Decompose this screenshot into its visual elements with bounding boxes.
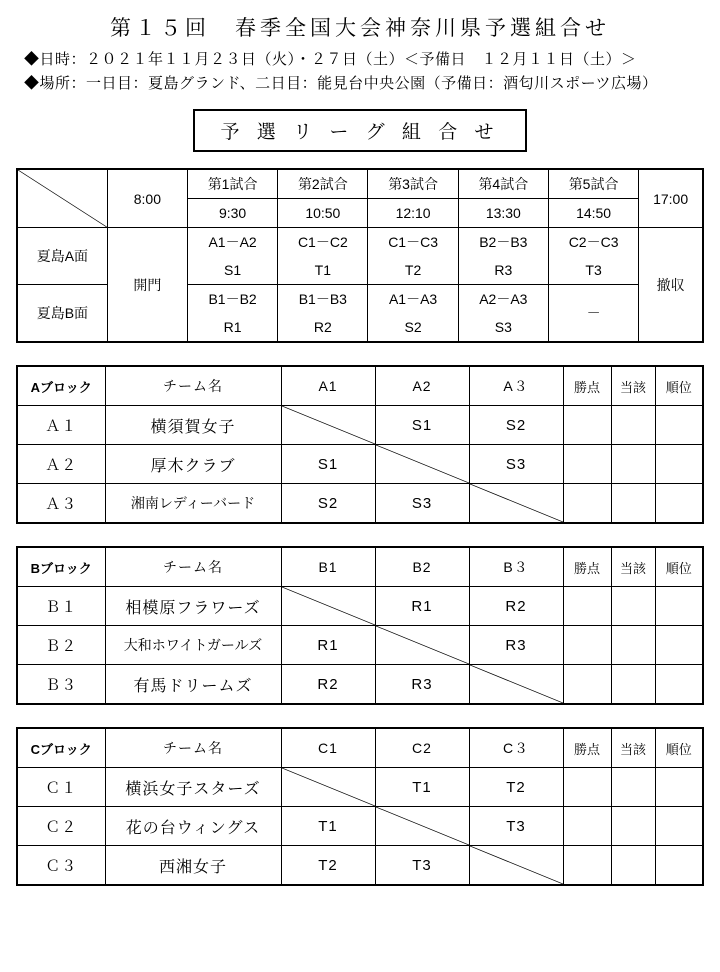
block-b-cell-3-3 [469,665,563,705]
block-b-tiebreak-1 [611,587,655,626]
schedule-open-label: 開門 [107,228,187,343]
block-a-rank-3 [655,484,703,524]
block-c-header-row [17,728,703,768]
schedule-a-ref-2: T1 [278,256,368,285]
block-a-cell-3-2: S3 [375,484,469,524]
block-a-row-2-code: Ａ２ [17,445,105,484]
table-row [17,665,703,705]
block-b-tiebreak-3 [611,665,655,705]
block-a-cell-1-1 [281,406,375,445]
spacer-2 [16,524,704,546]
schedule-a-ref-1: S1 [187,256,277,285]
block-b-row-2-team: 大和ホワイトガールズ [105,626,281,665]
schedule-match-time-3: 12:10 [368,199,458,228]
schedule-b-ref-2: R2 [278,313,368,342]
block-a-points-2 [563,445,611,484]
schedule-a-match-5: C2－C3 [548,228,638,257]
block-b-cell-1-2: R1 [375,587,469,626]
schedule-a-ref-4: R3 [458,256,548,285]
block-b-result-header-1: 勝点 [563,547,611,587]
block-c-tiebreak-1 [611,768,655,807]
block-b-rank-3 [655,665,703,705]
block-b-cell-2-3: R3 [469,626,563,665]
block-a-cell-3-1: S2 [281,484,375,524]
block-c-col-header-2: C2 [375,728,469,768]
schedule-close-label: 撤収 [639,228,703,343]
schedule-row-field-a-match [17,228,703,257]
block-b-col-header-1: B1 [281,547,375,587]
block-a-cell-2-3: S3 [469,445,563,484]
schedule-a-match-2: C1－C2 [278,228,368,257]
schedule-match-time-1: 9:30 [187,199,277,228]
block-a-result-header-1: 勝点 [563,366,611,406]
block-c-points-2 [563,807,611,846]
block-a-result-header-2: 当該 [611,366,655,406]
block-a-cell-2-1: S1 [281,445,375,484]
schedule-b-match-5: － [548,285,638,343]
block-b-rank-1 [655,587,703,626]
block-a-cell-1-3: S2 [469,406,563,445]
schedule-match-header-2: 第2試合 [278,169,368,199]
block-b-row-1-team: 相模原フラワーズ [105,587,281,626]
schedule-match-header-5: 第5試合 [548,169,638,199]
block-c-result-header-2: 当該 [611,728,655,768]
block-c-team-header: チーム名 [105,728,281,768]
block-a-points-1 [563,406,611,445]
block-c-cell-1-1 [281,768,375,807]
schedule-a-ref-3: T2 [368,256,458,285]
block-b-tiebreak-2 [611,626,655,665]
block-c-points-3 [563,846,611,886]
block-a-col-header-3: A３ [469,366,563,406]
schedule-match-header-4: 第4試合 [458,169,548,199]
schedule-a-match-3: C1－C3 [368,228,458,257]
schedule-b-match-2: B1－B3 [278,285,368,314]
block-a-tiebreak-2 [611,445,655,484]
schedule-a-ref-5: T3 [548,256,638,285]
block-c-row-1-code: Ｃ１ [17,768,105,807]
block-c-row-2-code: Ｃ２ [17,807,105,846]
block-c-tiebreak-2 [611,807,655,846]
block-b-result-header-2: 当該 [611,547,655,587]
block-c-cell-1-3: T2 [469,768,563,807]
block-c-cell-2-3: T3 [469,807,563,846]
block-b-team-header: チーム名 [105,547,281,587]
table-row [17,484,703,524]
block-a-result-header-3: 順位 [655,366,703,406]
block-b-cell-2-1: R1 [281,626,375,665]
block-b-row-1-code: Ｂ１ [17,587,105,626]
block-a-tiebreak-1 [611,406,655,445]
block-a-row-1-code: Ａ１ [17,406,105,445]
spacer-3 [16,705,704,727]
block-a-row-1-team: 横須賀女子 [105,406,281,445]
table-row [17,587,703,626]
block-a-header-row [17,366,703,406]
schedule-b-ref-4: S3 [458,313,548,342]
block-a-tiebreak-3 [611,484,655,524]
block-b-cell-3-1: R2 [281,665,375,705]
block-c-cell-2-1: T1 [281,807,375,846]
block-b-header-row [17,547,703,587]
block-a-row-2-team: 厚木クラブ [105,445,281,484]
block-c-row-3-team: 西湘女子 [105,846,281,886]
schedule-close-time: 17:00 [639,169,703,228]
schedule-field-a-label: 夏島A面 [17,228,107,285]
block-a-rank-2 [655,445,703,484]
table-row [17,807,703,846]
block-b-name: Bブロック [17,547,105,587]
block-b-points-3 [563,665,611,705]
block-b-points-2 [563,626,611,665]
block-table-c [16,727,704,886]
block-c-col-header-1: C1 [281,728,375,768]
block-c-points-1 [563,768,611,807]
spacer-1 [16,343,704,365]
block-table-a [16,365,704,524]
block-c-name: Cブロック [17,728,105,768]
block-c-result-header-1: 勝点 [563,728,611,768]
block-b-cell-1-3: R2 [469,587,563,626]
block-b-cell-2-2 [375,626,469,665]
table-row [17,626,703,665]
schedule-b-match-3: A1－A3 [368,285,458,314]
schedule-match-header-1: 第1試合 [187,169,277,199]
schedule-table [16,168,704,343]
event-date-line: ◆日時：２０２１年１１月２３日（火）・２７日（土）＜予備日 １２月１１日（土）＞ [24,51,637,68]
block-c-col-header-3: C３ [469,728,563,768]
block-b-row-3-code: Ｂ３ [17,665,105,705]
section-banner-wrap [16,109,704,152]
block-a-team-header: チーム名 [105,366,281,406]
block-a-name: Aブロック [17,366,105,406]
table-row [17,406,703,445]
schedule-match-time-2: 10:50 [278,199,368,228]
block-a-rank-1 [655,406,703,445]
block-c-tiebreak-3 [611,846,655,886]
block-b-col-header-3: B３ [469,547,563,587]
event-venue-line: ◆場所：一日目：夏島グランド、二日目：能見台中央公園（予備日：酒匂川スポーツ広場） [24,75,658,92]
block-a-cell-3-3 [469,484,563,524]
schedule-a-match-1: A1－A2 [187,228,277,257]
block-a-row-3-code: Ａ３ [17,484,105,524]
block-c-rank-2 [655,807,703,846]
block-c-row-2-team: 花の台ウィングス [105,807,281,846]
table-row [17,846,703,886]
schedule-match-header-3: 第3試合 [368,169,458,199]
page-title: 第１５回 春季全国大会神奈川県予選組合せ [110,17,610,40]
document-page [0,12,720,972]
schedule-corner-cell [17,169,107,228]
block-c-cell-3-1: T2 [281,846,375,886]
block-b-cell-1-1 [281,587,375,626]
block-a-cell-1-2: S1 [375,406,469,445]
block-b-result-header-3: 順位 [655,547,703,587]
block-a-cell-2-2 [375,445,469,484]
block-c-rank-3 [655,846,703,886]
schedule-a-match-4: B2－B3 [458,228,548,257]
block-b-row-2-code: Ｂ２ [17,626,105,665]
block-table-b [16,546,704,705]
schedule-b-match-1: B1－B2 [187,285,277,314]
block-a-points-3 [563,484,611,524]
table-row [17,445,703,484]
block-a-col-header-2: A2 [375,366,469,406]
block-a-row-3-team: 湘南レディーバード [105,484,281,524]
section-banner: 予 選 リ ー グ 組 合 せ [193,109,528,152]
schedule-match-time-5: 14:50 [548,199,638,228]
schedule-match-time-4: 13:30 [458,199,548,228]
block-c-row-1-team: 横浜女子スターズ [105,768,281,807]
block-c-cell-3-3 [469,846,563,886]
schedule-field-b-label: 夏島B面 [17,285,107,343]
table-row [17,768,703,807]
block-c-cell-1-2: T1 [375,768,469,807]
block-c-result-header-3: 順位 [655,728,703,768]
block-c-row-3-code: Ｃ３ [17,846,105,886]
schedule-b-match-4: A2－A3 [458,285,548,314]
schedule-open-time: 8:00 [107,169,187,228]
block-b-points-1 [563,587,611,626]
block-c-rank-1 [655,768,703,807]
block-a-col-header-1: A1 [281,366,375,406]
block-b-rank-2 [655,626,703,665]
schedule-b-ref-1: R1 [187,313,277,342]
schedule-header-row-1 [17,169,703,199]
schedule-b-ref-3: S2 [368,313,458,342]
block-b-row-3-team: 有馬ドリームズ [105,665,281,705]
block-b-cell-3-2: R3 [375,665,469,705]
block-c-cell-3-2: T3 [375,846,469,886]
block-c-cell-2-2 [375,807,469,846]
block-b-col-header-2: B2 [375,547,469,587]
